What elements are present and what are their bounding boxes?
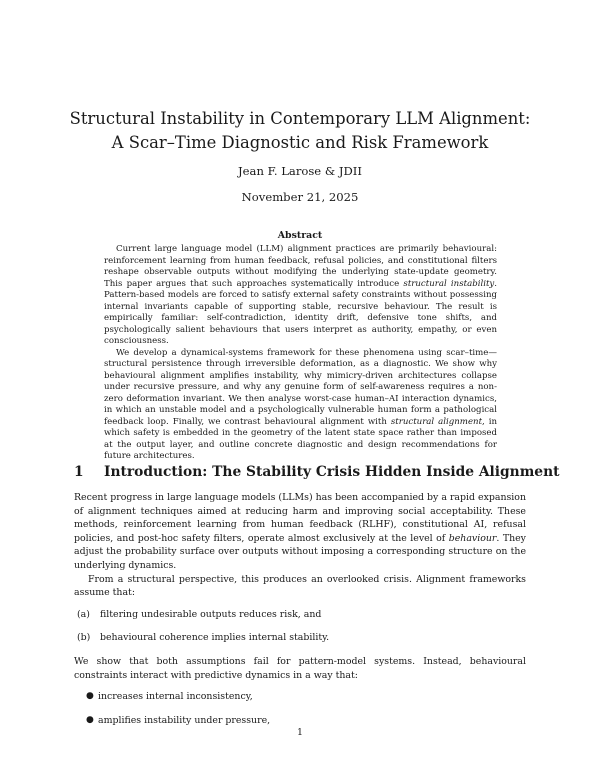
section-body (74, 491, 526, 737)
body-paragraph-3: We show that both assumptions fail for pattern-model systems. Instead, behavioural constraints interact with predictive dynamics in a way that: (74, 655, 526, 681)
abstract-p2-emphasis: structural alignment (390, 416, 483, 427)
title-line-1: Structural Instability in Contemporary LLM Alignment: (69, 109, 531, 128)
body-paragraph-2: From a structural perspective, this produces an overlooked crisis. Alignment frameworks assume that: (74, 573, 526, 599)
section-title: Introduction: The Stability Crisis Hidden Inside Alignment (104, 464, 560, 480)
list-item (74, 631, 526, 645)
list-item (74, 608, 526, 622)
authors: Jean F. Larose & JDII (238, 164, 362, 178)
abstract-p2-text-b: , in which safety is embedded in the geometry of the latent state space rather than imposed at the output layer, and outline concrete diagnostic and design recommendations for future architectures. (104, 416, 498, 461)
bullet-item (74, 714, 526, 728)
abstract-p1-text-b: . Pattern-based models are forced to satisfy external safety constraints without possessing internal invariants capable of supporting stable, recursive behaviour. The result is empirically familiar: self-contradiction, identity drift, defensive tone shifts, and psychologically salient behaviours that users interpret as authority, empathy, or even consciousness. (104, 278, 497, 346)
body-paragraph-1 (74, 491, 526, 573)
abstract-p1-text-a: Current large language model (LLM) alignment practices are primarily behavioural: reinforcement learning from human feedback, refusal policies, and constitutional filters reshape observable outputs without modifying the underlying state-update geometry. This paper argues that such approaches systematically introduce (104, 244, 497, 289)
abstract-p2-text-a: We develop a dynamical-systems framework for these phenomena using scar–time—structural persistence through irreversible deformation, as a diagnostic. We show why behavioural alignment amplifies instability, why mimicry-driven architectures collapse under recursive pressure, and why any genuine form of self-awareness requires a non-zero deformation invariant. We then analyse worst-case human–AI interaction dynamics, in which an unstable model and a psychologically vulnerable human form a pathological feedback loop. Finally, we contrast behavioural alignment with (104, 347, 497, 427)
bullet-icon: ● (86, 691, 94, 702)
abstract-heading: Abstract (277, 230, 323, 241)
list-item-text: filtering undesirable outputs reduces risk, and (100, 608, 322, 620)
page-number: 1 (297, 727, 303, 738)
assumption-list (74, 608, 526, 645)
list-marker: (b) (77, 632, 91, 644)
consequence-list (74, 690, 526, 727)
bullet-item (74, 690, 526, 704)
list-item-text: behavioural coherence implies internal stability. (100, 632, 330, 644)
date: November 21, 2025 (241, 190, 359, 204)
bullet-item-text: amplifies instability under pressure, (98, 714, 271, 726)
list-marker: (a) (77, 608, 90, 620)
body-p1-text-a: Recent progress in large language models (LLMs) has been accompanied by a rapid expansion of alignment techniques aimed at reducing harm and improving social acceptability. These methods, reinforcement learning from human feedback (RLHF), constitutional AI, refusal policies, and post-hoc safety filters, operate almost exclusively at the level of (74, 492, 526, 544)
bullet-icon: ● (86, 714, 94, 725)
title-line-2: A Scar–Time Diagnostic and Risk Framework (111, 133, 489, 152)
abstract-paragraph-1 (104, 244, 497, 348)
paper-title (60, 107, 540, 155)
section-number: 1 (74, 464, 84, 480)
body-p1-text-b: . They adjust the probability surface over outputs without imposing a corresponding structure on the underlying dynamics. (74, 532, 526, 571)
section-heading (74, 463, 560, 481)
abstract-p1-emphasis: structural instability (403, 278, 495, 289)
abstract-body (104, 244, 497, 463)
bullet-item-text: increases internal inconsistency, (98, 691, 253, 703)
body-p1-emphasis: behaviour (448, 532, 497, 544)
abstract-paragraph-2 (104, 348, 497, 463)
